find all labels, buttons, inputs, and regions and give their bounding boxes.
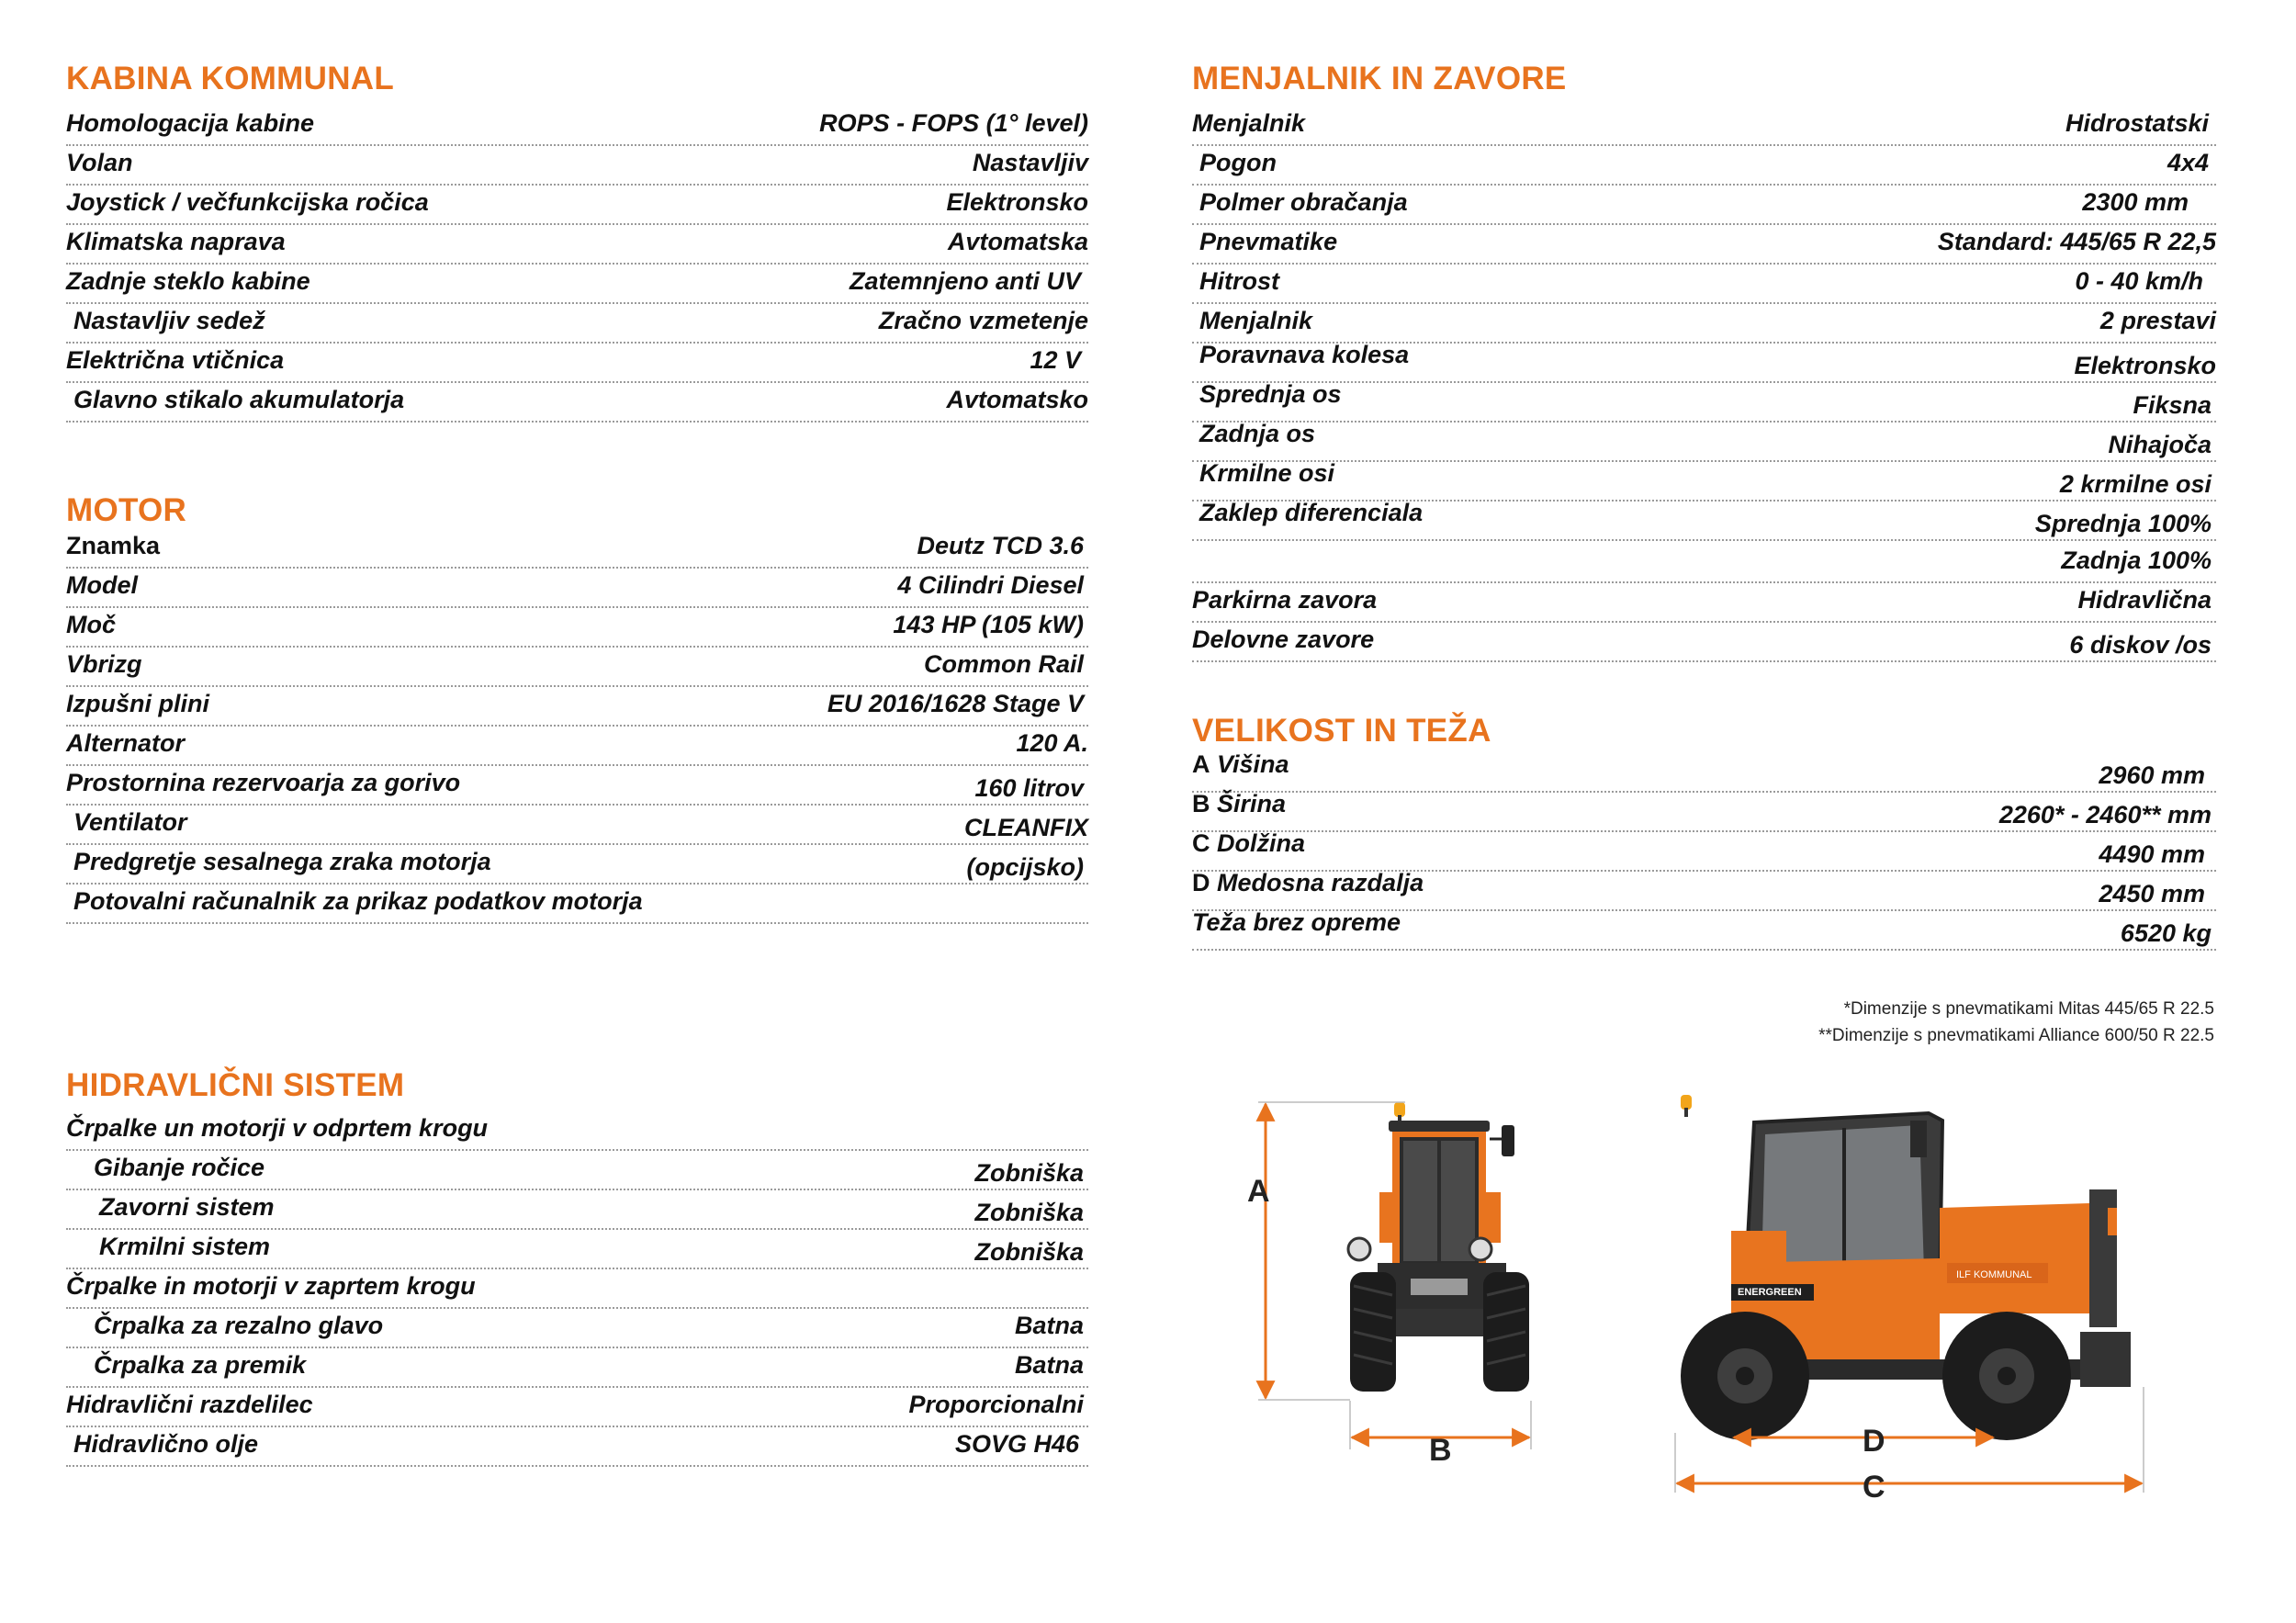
spec-row: [66, 1307, 1088, 1348]
spec-value: Standard: 445/65 R 22,5: [1937, 228, 2216, 255]
dimension-name: Višina: [1217, 750, 1289, 778]
model-label: ILF KOMMUNAL: [1956, 1269, 2032, 1280]
spec-row: [66, 381, 1088, 423]
spec-label: Zaklep diferenciala: [1199, 499, 1424, 526]
dimension-letter: A: [1192, 750, 1210, 778]
spec-value: Fiksna: [2133, 391, 2212, 419]
spec-value: Zatemnjeno anti UV: [849, 267, 1081, 295]
section-hidravlika: [66, 1064, 1088, 1486]
spec-value: Elektronsko: [946, 188, 1088, 216]
spec-label: Črpalka za rezalno glavo: [94, 1312, 384, 1339]
spec-row: [1192, 421, 2216, 462]
spec-row: [1192, 460, 2216, 502]
tractor-front-view: [1348, 1102, 1529, 1392]
spec-label: [1192, 790, 1286, 818]
spec-value: Sprednja 100%: [2034, 510, 2212, 537]
spec-value: SOVG H46: [954, 1430, 1079, 1458]
spec-value: CLEANFIX: [964, 814, 1088, 841]
spec-row: [1192, 381, 2216, 423]
spec-label: Zadnje steklo kabine: [66, 267, 310, 295]
dimension-letter-b: B: [1429, 1433, 1452, 1468]
spec-label: [1192, 829, 1305, 858]
spec-row: [1192, 184, 2216, 225]
spec-label: Gibanje ročice: [94, 1154, 265, 1181]
spec-label: [1192, 869, 1424, 897]
spec-value: 143 HP (105 kW): [893, 611, 1084, 638]
dimension-b: [1350, 1401, 1531, 1468]
spec-row: [1192, 500, 2216, 541]
spec-label: Poravnava kolesa: [1199, 341, 1410, 368]
spec-value: 2450 mm: [2099, 880, 2205, 907]
dimension-name: Širina: [1217, 790, 1287, 817]
spec-label: Zavorni sistem: [99, 1193, 275, 1221]
spec-label: Parkirna zavora: [1192, 586, 1378, 614]
spec-row: [66, 184, 1088, 225]
section-title-menjalnik: MENJALNIK IN ZAVORE: [1192, 61, 1567, 96]
spec-label: Joystick / večfunkcijska ročica: [66, 188, 429, 216]
dimension-letter-c: C: [1863, 1470, 1885, 1505]
spec-value: Common Rail: [923, 650, 1084, 678]
spec-row: [1192, 539, 2216, 583]
spec-value: Zobniška: [974, 1159, 1084, 1187]
spec-label: Krmilni sistem: [99, 1233, 271, 1260]
spec-label: Črpalke un motorji v odprtem krogu: [66, 1114, 489, 1142]
dimension-name: Medosna razdalja: [1217, 869, 1424, 896]
dimension-name: Dolžina: [1217, 829, 1306, 857]
spec-label: Model: [66, 571, 138, 599]
dimension-letter-a: A: [1247, 1174, 1270, 1209]
spec-row: [66, 883, 1088, 924]
spec-row: [66, 1386, 1088, 1427]
spec-value: 2300 mm: [2082, 188, 2189, 216]
spec-value: 2 krmilne osi: [2059, 470, 2212, 498]
brand-label: ENERGREEN: [1738, 1287, 1802, 1298]
spec-value: Batna: [1014, 1351, 1084, 1379]
spec-value: Proporcionalni: [908, 1391, 1084, 1418]
spec-value: 2260* - 2460** mm: [1998, 801, 2212, 828]
spec-row: [66, 1347, 1088, 1388]
spec-value: 0 - 40 km/h: [2075, 267, 2203, 295]
spec-row: [66, 1228, 1088, 1269]
spec-row: [66, 1268, 1088, 1309]
spec-value: 4 Cilindri Diesel: [897, 571, 1084, 599]
spec-value: 2 prestavi: [2099, 307, 2216, 334]
spec-label: Znamka: [66, 532, 161, 559]
spec-row: [66, 342, 1088, 383]
spec-value: 2960 mm: [2099, 761, 2205, 789]
spec-label: Izpušni plini: [66, 690, 209, 717]
spec-row: [66, 1189, 1088, 1230]
spec-row: [66, 606, 1088, 648]
spec-row: [1192, 223, 2216, 265]
spec-row: [1192, 263, 2216, 304]
section-kabina: [66, 57, 1088, 434]
spec-label: [1192, 750, 1289, 779]
dimension-letter: B: [1192, 790, 1210, 817]
spec-row: [66, 1110, 1088, 1151]
spec-label: Klimatska naprava: [66, 228, 286, 255]
spec-label: Homologacija kabine: [66, 109, 315, 137]
spec-label: Hidravlični razdelilec: [66, 1391, 313, 1418]
spec-row: [1192, 144, 2216, 186]
spec-row: [66, 527, 1088, 569]
spec-row: [1192, 870, 2216, 911]
footnote-alliance: **Dimenzije s pnevmatikami Alliance 600/50 R 22.5: [1818, 1026, 2214, 1045]
spec-label: Moč: [66, 611, 116, 638]
section-motor: [66, 489, 1088, 939]
spec-value: 120 A.: [1016, 729, 1088, 757]
spec-value: EU 2016/1628 Stage V: [827, 690, 1084, 717]
spec-value: Nastavljiv: [972, 149, 1088, 176]
spec-row: [66, 685, 1088, 727]
spec-row: [1192, 830, 2216, 872]
spec-value: 160 litrov: [974, 774, 1084, 802]
spec-label: Glavno stikalo akumulatorja: [73, 386, 405, 413]
spec-value: 12 V: [1030, 346, 1081, 374]
spec-row: [1192, 791, 2216, 832]
spec-label: Predgretje sesalnega zraka motorja: [73, 848, 491, 875]
spec-row: [66, 223, 1088, 265]
spec-label: Električna vtičnica: [66, 346, 285, 374]
spec-label: Hitrost: [1199, 267, 1279, 295]
spec-row: [1192, 621, 2216, 662]
section-menjalnik: [1192, 57, 2216, 682]
spec-row: [66, 302, 1088, 344]
spec-row: [1192, 302, 2216, 344]
spec-value: Hidravlična: [2077, 586, 2212, 614]
spec-value: Elektronsko: [2074, 352, 2216, 379]
spec-label: Delovne zavore: [1192, 626, 1375, 653]
spec-value: Zračno vzmetenje: [878, 307, 1088, 334]
spec-label: Menjalnik: [1199, 307, 1313, 334]
spec-value: 4490 mm: [2099, 840, 2205, 868]
spec-row: [66, 1149, 1088, 1190]
spec-value: 6 diskov /os: [2069, 631, 2212, 659]
spec-value: Avtomatska: [947, 228, 1088, 255]
spec-row: [1192, 581, 2216, 623]
spec-row: [66, 646, 1088, 687]
section-title-motor: MOTOR: [66, 492, 187, 528]
spec-label: Potovalni računalnik za prikaz podatkov motorja: [73, 887, 643, 915]
dimension-letter-d: D: [1863, 1424, 1885, 1459]
spec-row: [66, 567, 1088, 608]
spec-row: [1192, 105, 2216, 146]
spec-value: Zobniška: [974, 1199, 1084, 1226]
spec-value: Batna: [1014, 1312, 1084, 1339]
spec-row: [1192, 342, 2216, 383]
spec-label: Črpalke in motorji v zaprtem krogu: [66, 1272, 476, 1300]
section-velikost: [1192, 709, 2216, 966]
spec-label: Pnevmatike: [1199, 228, 1338, 255]
dimension-diagram: [1231, 1084, 2149, 1525]
spec-value: Zobniška: [974, 1238, 1084, 1266]
spec-value: ROPS - FOPS (1° level): [819, 109, 1088, 137]
dimension-letter: D: [1192, 869, 1210, 896]
tractor-side-view: [1681, 1095, 2131, 1440]
spec-row: [66, 1426, 1088, 1467]
section-title-hidravlika: HIDRAVLIČNI SISTEM: [66, 1067, 405, 1103]
spec-label: Volan: [66, 149, 133, 176]
spec-label: [1192, 908, 1401, 937]
spec-value: (opcijsko): [966, 853, 1084, 881]
spec-row: [66, 263, 1088, 304]
spec-row: [66, 764, 1088, 806]
spec-row: [66, 843, 1088, 885]
spec-label: Hidravlično olje: [73, 1430, 259, 1458]
spec-row: [66, 105, 1088, 146]
spec-label: Nastavljiv sedež: [73, 307, 265, 334]
spec-label: Menjalnik: [1192, 109, 1306, 137]
spec-row: [66, 804, 1088, 845]
dimension-name: Teža brez opreme: [1192, 908, 1401, 936]
spec-row: [66, 144, 1088, 186]
spec-label: Sprednja os: [1199, 380, 1342, 408]
spec-label: Krmilne osi: [1199, 459, 1335, 487]
spec-label: Pogon: [1199, 149, 1277, 176]
spec-value: Hidrostatski: [2065, 109, 2209, 137]
spec-label: Vbrizg: [66, 650, 142, 678]
spec-label: Prostornina rezervoarja za gorivo: [66, 769, 461, 796]
spec-label: Polmer obračanja: [1199, 188, 1408, 216]
spec-value: Deutz TCD 3.6: [917, 532, 1084, 559]
footnotes: [1818, 996, 2214, 1049]
spec-value: 4x4: [2167, 149, 2209, 176]
section-title-velikost: VELIKOST IN TEŽA: [1192, 713, 1491, 749]
spec-value: Zadnja 100%: [2061, 547, 2212, 574]
spec-value: Avtomatsko: [946, 386, 1088, 413]
spec-label: Črpalka za premik: [94, 1351, 307, 1379]
footnote-mitas: *Dimenzije s pnevmatikami Mitas 445/65 R 22.5: [1843, 999, 2214, 1019]
dimension-letter: C: [1192, 829, 1210, 857]
spec-value: 6520 kg: [2120, 919, 2212, 947]
spec-row: [1192, 909, 2216, 951]
spec-row: [66, 725, 1088, 766]
spec-label: Alternator: [66, 729, 186, 757]
section-title-kabina: KABINA KOMMUNAL: [66, 61, 395, 96]
spec-row: [1192, 751, 2216, 793]
spec-label: Zadnja os: [1199, 420, 1316, 447]
spec-label: Ventilator: [73, 808, 187, 836]
spec-value: Nihajoča: [2108, 431, 2212, 458]
